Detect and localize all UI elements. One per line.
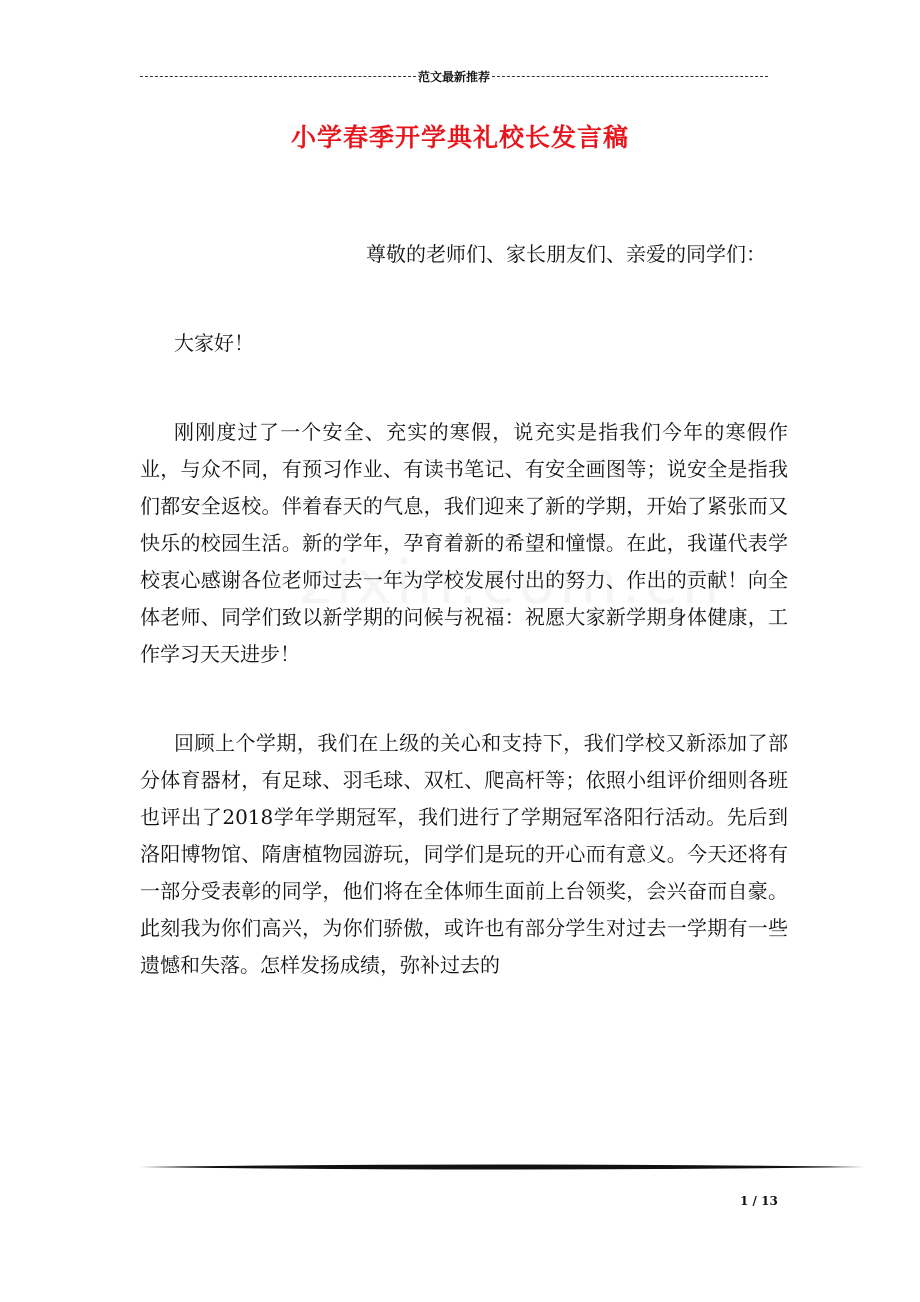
document-body (140, 236, 788, 984)
page-number: 1 / 13 (740, 1194, 778, 1208)
paragraph: 回顾上个学期，我们在上级的关心和支持下，我们学校又新添加了部分体育器材，有足球、羽毛球、双杠、爬高杆等；依照小组评价细则各班也评出了2018学年学期冠军，我们进行了学期冠军洛阳行活动。先后到洛阳博物馆、隋唐植物园游玩，同学们是玩的开心而有意义。今天还将有一部分受表彰的同学，他们将在全体师生面前上台领奖，会兴奋而自豪。此刻我为你们高兴，为你们骄傲，或许也有部分学生对过去一学期有一些遗憾和失落。怎样发扬成绩，弥补过去的 (140, 731, 788, 977)
footer-rule (140, 1163, 864, 1171)
header-label: 范文最新推荐 (418, 69, 491, 84)
header-dashes-left (140, 76, 416, 77)
paragraph: 刚刚度过了一个安全、充实的寒假，说充实是指我们今年的寒假作业，与众不同，有预习作业、有读书笔记、有安全画图等；说安全是指我们都安全返校。伴着春天的气息，我们迎来了新的学期，开始了紧张而又快乐的校园生活。新的学年，孕育着新的希望和憧憬。在此，我谨代表学校衷心感谢各位老师过去一年为学校发展付出的努力、作出的贡献！向全体老师、同学们致以新学期的问候与祝福：祝愿大家新学期身体健康，工作学习天天进步！ (140, 420, 788, 666)
header-dashes-right (492, 76, 768, 77)
salutation: 尊敬的老师们、家长朋友们、亲爱的同学们： (366, 242, 766, 266)
greeting: 大家好！ (174, 331, 254, 355)
page-header (140, 66, 768, 86)
document-title: 小学春季开学典礼校长发言稿 (290, 123, 629, 152)
